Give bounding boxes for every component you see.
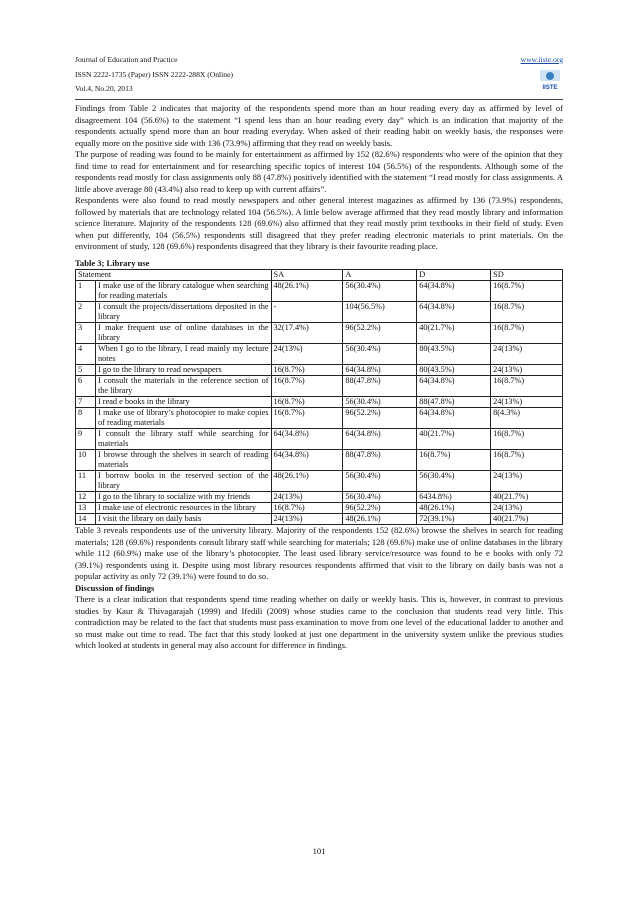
- statement-cell: I make use of the library catalogue when searching for reading materials: [95, 281, 271, 302]
- a-cell: 48(26.1%): [343, 514, 417, 525]
- table-header-row: [76, 270, 563, 281]
- a-cell: 64(34.8%): [343, 365, 417, 376]
- table-row: [76, 323, 563, 344]
- table-row: [76, 429, 563, 450]
- sa-cell: 48(26.1%): [271, 471, 343, 492]
- paragraph-table-summary: Table 3 reveals respondents use of the university library. Majority of the respondents 152 (82.6%) browse the shelves in search for reading materials; 128 (69.6%) respondents consult library staff while searching for materials; 128 (69.6%) make use of online databases in the library while 112 (60.9%) make use of the library’s photocopier. The least used library service/resource was found to be e books with only 72 (39.1%) respondents using it. Despite using most library resources respondents affirmed that visit to the library on daily basis was not a popular activity as only 72 (39.1%) were found to do so.: [75, 525, 563, 581]
- a-cell: 64(34.8%): [343, 429, 417, 450]
- statement-cell: I consult the library staff while searching for materials: [95, 429, 271, 450]
- row-number: 9: [76, 429, 96, 450]
- volume-line: Vol.4, No.20, 2013: [75, 84, 133, 93]
- sa-cell: 16(8.7%): [271, 376, 343, 397]
- sd-cell: 24(13%): [491, 503, 563, 514]
- d-cell: 64(34.8%): [417, 408, 491, 429]
- a-cell: 104(56.5%): [343, 302, 417, 323]
- sd-cell: 16(8.7%): [491, 302, 563, 323]
- sd-cell: 16(8.7%): [491, 429, 563, 450]
- sd-cell: 24(13%): [491, 344, 563, 365]
- sa-cell: 24(13%): [271, 492, 343, 503]
- paragraph: Respondents were also found to read mostly newspapers and other general interest magazines as affirmed by 136 (73.9%) respondents, followed by materials that are technology related 104 (56.5%). A little below average affirmed that they read mostly library and information science literature. Majority of the respondents 128 (69.6%) also affirmed that they read mostly print textbooks in their field of study. Even when put differently, 104 (56.5%) respondents still disagreed that they prefer reading electronic materials to print materials. On the environment of study, 128 (69.6%) respondents disagreed that they library is their favourite reading place.: [75, 195, 563, 251]
- paragraph: Findings from Table 2 indicates that majority of the respondents spend more than an hour reading every day as affirmed by level of disagreement 104 (56.6%) to the statement “I spend less than an hour reading every day” which is an indication that majority of the respondents actually spend more than an hour reading everyday. When asked of their reading habit on weekly basis, the responses were equally more on the positive side with 136 (73.9%) affirming that they read on weekly basis.: [75, 103, 563, 148]
- table-row: [76, 397, 563, 408]
- sa-cell: 32(17.4%): [271, 323, 343, 344]
- d-cell: 16(8.7%): [417, 450, 491, 471]
- journal-name: Journal of Education and Practice: [75, 55, 178, 64]
- statement-cell: I visit the library on daily basis: [95, 514, 271, 525]
- table-row: [76, 503, 563, 514]
- sa-cell: 48(26.1%): [271, 281, 343, 302]
- paragraph: The purpose of reading was found to be mainly for entertainment as affirmed by 152 (82.6%) respondents who were of the opinion that they find time to read for entertainment and for researching specific topics of interest 104 (56.5%) of the respondents. Although some of the respondents read mostly for class assignments only 88 (47.8%) positively identified with the statement “I read mostly for class assignments. A little above average 80 (43.4%) also read to keep up with current affairs”.: [75, 149, 563, 194]
- row-number: 7: [76, 397, 96, 408]
- table-row: [76, 302, 563, 323]
- d-cell: 88(47.8%): [417, 397, 491, 408]
- table-row: [76, 471, 563, 492]
- sa-cell: 16(8.7%): [271, 365, 343, 376]
- row-number: 1: [76, 281, 96, 302]
- row-number: 6: [76, 376, 96, 397]
- row-number: 12: [76, 492, 96, 503]
- a-cell: 88(47.8%): [343, 450, 417, 471]
- sd-cell: 24(13%): [491, 397, 563, 408]
- table-caption: Table 3; Library use: [75, 257, 150, 268]
- sa-cell: 16(8.7%): [271, 408, 343, 429]
- table-row: [76, 344, 563, 365]
- row-number: 2: [76, 302, 96, 323]
- statement-cell: I make use of library’s photocopier to make copies of reading materials: [95, 408, 271, 429]
- sa-cell: 64(34.8%): [271, 429, 343, 450]
- header-a: A: [343, 270, 417, 281]
- statement-cell: I consult the projects/dissertations deposited in the library: [95, 302, 271, 323]
- d-cell: 48(26.1%): [417, 503, 491, 514]
- statement-cell: I make use of electronic resources in the library: [95, 503, 271, 514]
- sa-cell: 24(13%): [271, 344, 343, 365]
- d-cell: 72(39.1%): [417, 514, 491, 525]
- sd-cell: 24(13%): [491, 365, 563, 376]
- statement-cell: I go to the library to socialize with my friends: [95, 492, 271, 503]
- table-row: [76, 450, 563, 471]
- a-cell: 56(30.4%): [343, 397, 417, 408]
- d-cell: 40(21.7%): [417, 429, 491, 450]
- sd-cell: 16(8.7%): [491, 281, 563, 302]
- a-cell: 96(52.2%): [343, 503, 417, 514]
- d-cell: 6434.8%): [417, 492, 491, 503]
- row-number: 8: [76, 408, 96, 429]
- table-row: [76, 514, 563, 525]
- sa-cell: 16(8.7%): [271, 397, 343, 408]
- sd-cell: 16(8.7%): [491, 323, 563, 344]
- row-number: 11: [76, 471, 96, 492]
- sd-cell: 16(8.7%): [491, 376, 563, 397]
- section-heading: Discussion of findings: [75, 582, 155, 593]
- sa-cell: 24(13%): [271, 514, 343, 525]
- sd-cell: 8(4.3%): [491, 408, 563, 429]
- sd-cell: 24(13%): [491, 471, 563, 492]
- statement-cell: I read e books in the library: [95, 397, 271, 408]
- a-cell: 96(52.2%): [343, 323, 417, 344]
- table-row: [76, 365, 563, 376]
- table-row: [76, 376, 563, 397]
- row-number: 4: [76, 344, 96, 365]
- article-body: [75, 103, 563, 652]
- table-row: [76, 408, 563, 429]
- statement-cell: I consult the materials in the reference section of the library: [95, 376, 271, 397]
- library-use-table: [75, 269, 563, 525]
- sa-cell: 64(34.8%): [271, 450, 343, 471]
- header-sd: SD: [491, 270, 563, 281]
- row-number: 10: [76, 450, 96, 471]
- row-number: 13: [76, 503, 96, 514]
- issn-line: ISSN 2222-1735 (Paper) ISSN 2222-288X (Online): [75, 69, 233, 79]
- sd-cell: 40(21.7%): [491, 492, 563, 503]
- d-cell: 64(34.8%): [417, 376, 491, 397]
- d-cell: 56(30.4%): [417, 471, 491, 492]
- d-cell: 64(34.8%): [417, 281, 491, 302]
- a-cell: 88(47.8%): [343, 376, 417, 397]
- d-cell: 80(43.5%): [417, 365, 491, 376]
- statement-cell: I browse through the shelves in search of reading materials: [95, 450, 271, 471]
- header-divider: [75, 99, 563, 100]
- a-cell: 56(30.4%): [343, 344, 417, 365]
- sa-cell: -: [271, 302, 343, 323]
- statement-cell: I make frequent use of online databases in the library: [95, 323, 271, 344]
- page-number: 101: [312, 846, 326, 856]
- journal-website-link[interactable]: www.iiste.org: [520, 55, 563, 64]
- header-d: D: [417, 270, 491, 281]
- sd-cell: 16(8.7%): [491, 450, 563, 471]
- header-sa: SA: [271, 270, 343, 281]
- statement-cell: I go to the library to read newspapers: [95, 365, 271, 376]
- d-cell: 64(34.8%): [417, 302, 491, 323]
- a-cell: 96(52.2%): [343, 408, 417, 429]
- statement-cell: When I go to the library, I read mainly my lecture notes: [95, 344, 271, 365]
- d-cell: 40(21.7%): [417, 323, 491, 344]
- a-cell: 56(30.4%): [343, 471, 417, 492]
- page-header: [75, 53, 563, 97]
- row-number: 3: [76, 323, 96, 344]
- statement-cell: I borrow books in the reserved section of the library: [95, 471, 271, 492]
- row-number: 5: [76, 365, 96, 376]
- row-number: 14: [76, 514, 96, 525]
- sa-cell: 16(8.7%): [271, 503, 343, 514]
- a-cell: 56(30.4%): [343, 281, 417, 302]
- sd-cell: 40(21.7%): [491, 514, 563, 525]
- header-statement: Statement: [76, 270, 272, 281]
- table-row: [76, 492, 563, 503]
- d-cell: 80(43.5%): [417, 344, 491, 365]
- logo-text: IISTE: [542, 85, 558, 91]
- a-cell: 56(30.4%): [343, 492, 417, 503]
- paragraph-discussion: There is a clear indication that respondents spend time reading whether on daily or weekly basis. This is, however, in contrast to previous studies by Kaur & Thivagarajah (1999) and Ifedili (2009) whose studies came to the conclusion that students read very little. This contradiction may be related to the fact that students must pass examination to move from one level of the educational ladder to another and so must make out time to read. The fact that this study looked at just one department in the university system unlike the previous studies which looked at students in general may also account for difference in findings.: [75, 594, 563, 650]
- iiste-logo: [538, 69, 562, 91]
- table-row: [76, 281, 563, 302]
